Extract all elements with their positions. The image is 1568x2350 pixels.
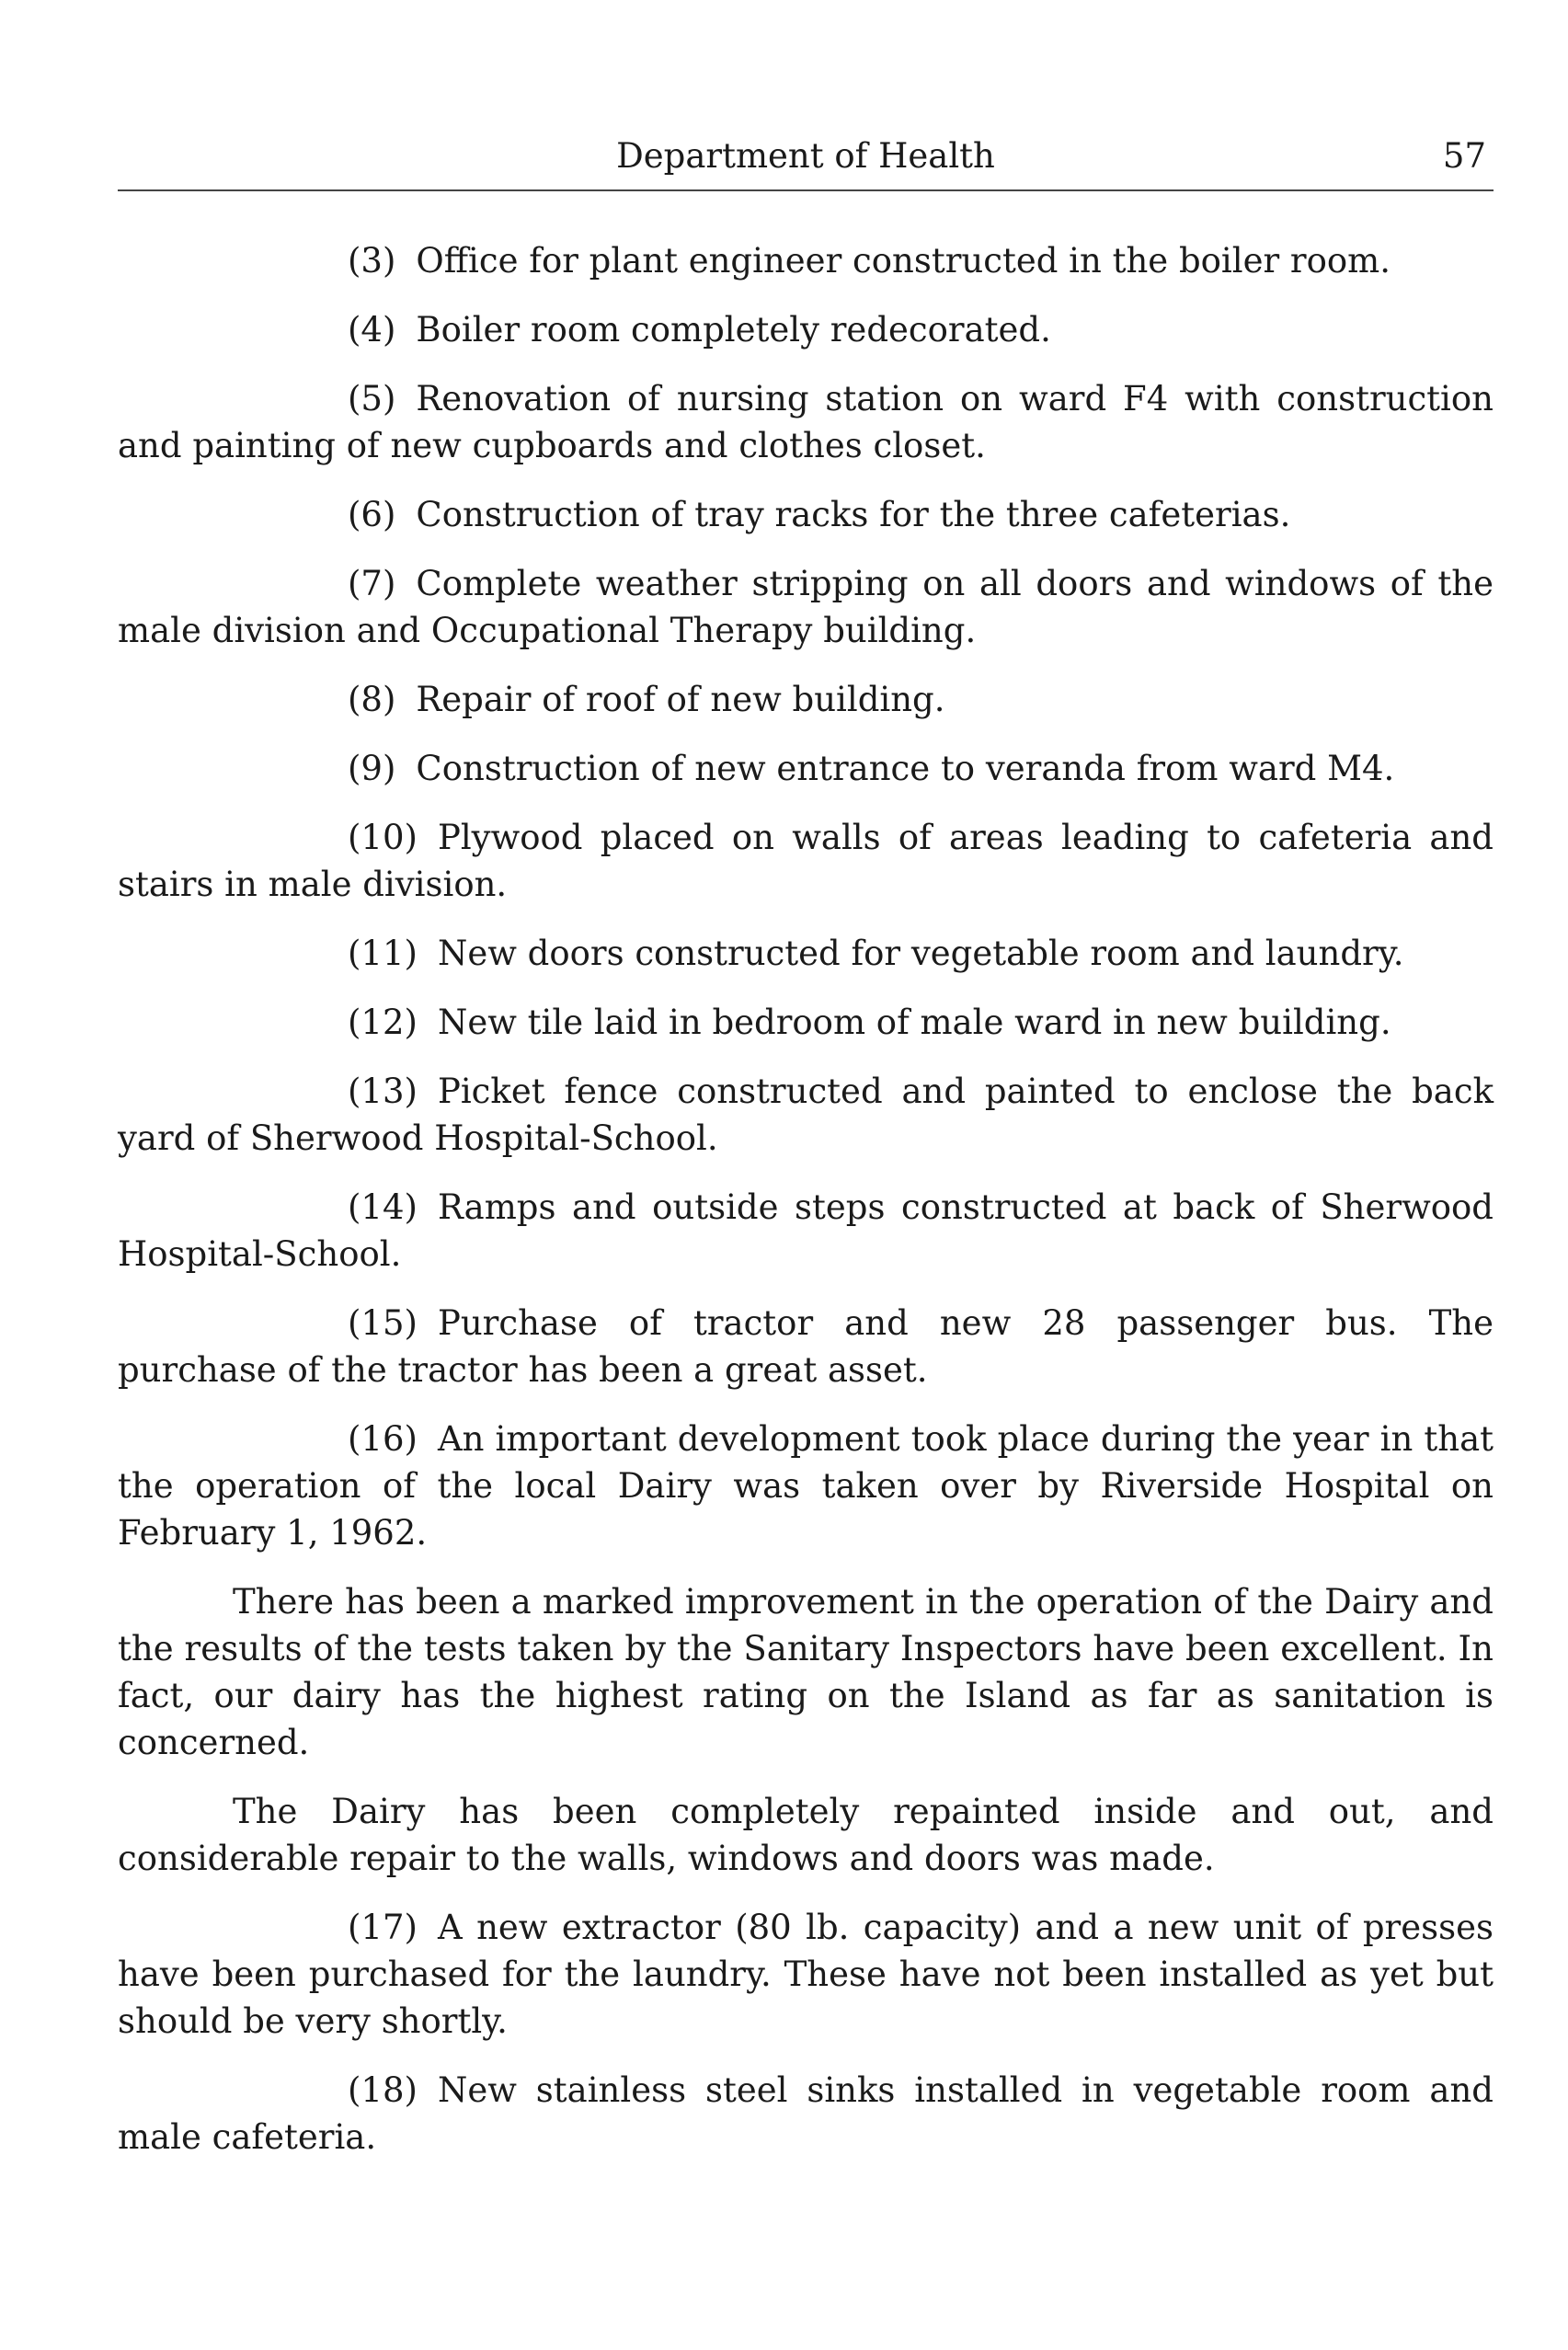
paragraph-item-15	[118, 1300, 1494, 1393]
paragraph-item-3	[118, 237, 1494, 284]
page-header	[118, 129, 1494, 191]
paragraph-text: Boiler room completely redecorated.	[416, 310, 1051, 350]
paragraph-item-9	[118, 745, 1494, 792]
body-text	[118, 237, 1494, 2161]
item-number: (9)	[348, 749, 396, 788]
page-number: 57	[1442, 136, 1486, 176]
paragraph-dairy-repaint	[118, 1788, 1494, 1882]
item-number: (16)	[348, 1419, 418, 1459]
paragraph-item-17	[118, 1904, 1494, 2045]
paragraph-text: New stainless steel sinks installed in vegetable room and male cafeteria.	[118, 2070, 1494, 2157]
paragraph-item-10	[118, 814, 1494, 908]
item-number: (11)	[348, 934, 418, 973]
paragraph-text: Picket fence constructed and painted to enclose the back yard of Sherwood Hospital-School.	[118, 1072, 1494, 1158]
item-number: (14)	[348, 1187, 418, 1227]
paragraph-dairy-improvement	[118, 1578, 1494, 1766]
paragraph-item-12	[118, 999, 1494, 1046]
item-number: (13)	[348, 1072, 418, 1111]
paragraph-text: New doors constructed for vegetable room and laundry.	[437, 934, 1404, 973]
item-number: (4)	[348, 310, 396, 350]
paragraph-item-5	[118, 375, 1494, 469]
paragraph-item-7	[118, 560, 1494, 654]
paragraph-text: The Dairy has been completely repainted inside and out, and considerable repair to the walls, windows and doors was made.	[118, 1792, 1494, 1878]
paragraph-text: Ramps and outside steps constructed at back of Sherwood Hospital-School.	[118, 1187, 1494, 1274]
paragraph-text: There has been a marked improvement in the operation of the Dairy and the results of the tests taken by the Sanitary Inspectors have been excellent. In fact, our dairy has the highest rating on the Island as far as sanitation is concerned.	[118, 1582, 1494, 1762]
running-header-title: Department of Health	[616, 136, 995, 176]
paragraph-text: Repair of roof of new building.	[416, 680, 945, 719]
paragraph-text: Complete weather stripping on all doors and windows of the male division and Occupational Therapy building.	[118, 564, 1494, 650]
paragraph-text: Office for plant engineer constructed in the boiler room.	[416, 241, 1391, 281]
paragraph-item-6	[118, 491, 1494, 538]
paragraph-text: Construction of tray racks for the three cafeterias.	[416, 495, 1291, 534]
item-number: (10)	[348, 818, 418, 857]
paragraph-item-14	[118, 1184, 1494, 1278]
item-number: (5)	[348, 379, 396, 418]
item-number: (12)	[348, 1003, 418, 1042]
paragraph-text: A new extractor (80 lb. capacity) and a new unit of presses have been purchased for the laundry. These have not been installed as yet but should be very shortly.	[118, 1908, 1494, 2041]
paragraph-item-11	[118, 930, 1494, 977]
paragraph-text: Purchase of tractor and new 28 passenger bus. The purchase of the tractor has been a great asset.	[118, 1303, 1494, 1390]
item-number: (15)	[348, 1303, 418, 1343]
item-number: (3)	[348, 241, 396, 281]
paragraph-text: New tile laid in bedroom of male ward in new building.	[437, 1003, 1391, 1042]
document-page	[118, 129, 1494, 2183]
paragraph-text: Plywood placed on walls of areas leading to cafeteria and stairs in male division.	[118, 818, 1494, 904]
paragraph-item-16	[118, 1416, 1494, 1556]
paragraph-item-18	[118, 2067, 1494, 2161]
paragraph-item-4	[118, 306, 1494, 353]
item-number: (7)	[348, 564, 396, 603]
paragraph-text: An important development took place during the year in that the operation of the local Dairy was taken over by Riverside Hospital on February 1, 1962.	[118, 1419, 1494, 1553]
item-number: (18)	[348, 2070, 418, 2110]
item-number: (17)	[348, 1908, 418, 1947]
paragraph-text: Renovation of nursing station on ward F4 with construction and painting of new cupboards and clothes closet.	[118, 379, 1494, 465]
paragraph-item-8	[118, 676, 1494, 723]
item-number: (8)	[348, 680, 396, 719]
paragraph-item-13	[118, 1068, 1494, 1162]
paragraph-text: Construction of new entrance to veranda from ward M4.	[416, 749, 1395, 788]
item-number: (6)	[348, 495, 396, 534]
